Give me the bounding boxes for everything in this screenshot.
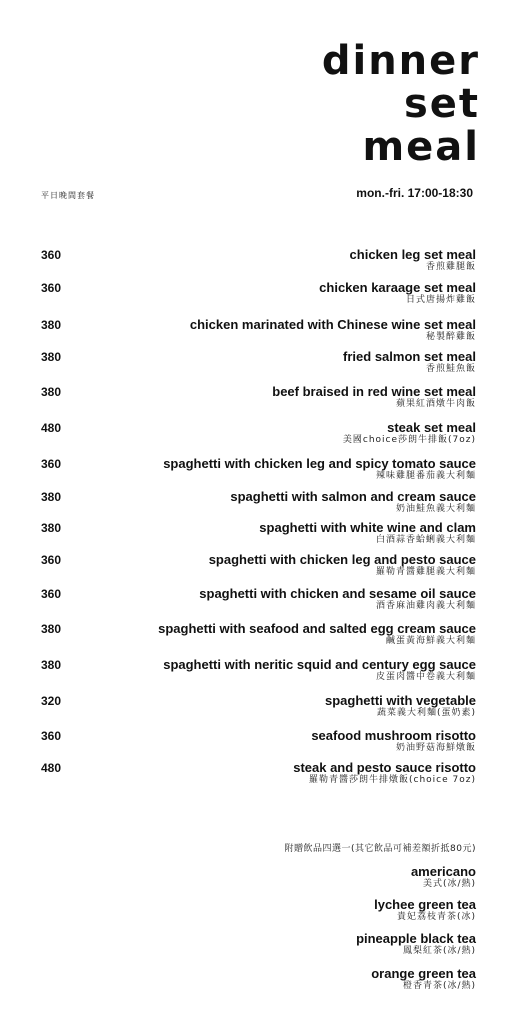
menu-item-name-zh: 日式唐揚炸雞飯 (405, 295, 476, 305)
menu-item-price: 360 (41, 281, 62, 295)
menu-item-price: 380 (41, 658, 62, 672)
menu-item-name-zh: 白酒蒜香蛤蜊義大利麵 (375, 535, 476, 545)
drink-item (411, 865, 476, 890)
menu-item-price: 480 (41, 761, 62, 775)
subtitle-zh: 平日晚間套餐 (41, 191, 95, 200)
menu-item-price: 360 (41, 587, 62, 601)
menu-item-name (319, 281, 476, 306)
menu-item-name-zh: 羅勒青醬莎朗牛排燉飯(choice 7oz) (309, 775, 476, 785)
menu-item-name-en: spaghetti with chicken leg and spicy tomato sauce (163, 456, 476, 471)
menu-item-name-zh: 羅勒青醬雞腿義大利麵 (375, 567, 476, 577)
menu-item-price: 380 (41, 490, 62, 504)
menu-item-price: 320 (41, 694, 62, 708)
menu-item-name-en: seafood mushroom risotto (311, 728, 476, 743)
menu-item-name-en: chicken marinated with Chinese wine set meal (189, 317, 476, 332)
menu-item-name (272, 385, 476, 410)
menu-item-price: 380 (41, 622, 62, 636)
menu-item-name-zh: 蘋果紅酒燉牛肉飯 (395, 399, 476, 409)
menu-item-price: 360 (41, 553, 62, 567)
menu-item-name (311, 729, 476, 754)
menu-item-name (199, 587, 476, 612)
menu-item-price: 360 (41, 248, 62, 262)
menu-item-name (325, 694, 476, 719)
menu-item-name-en: spaghetti with white wine and clam (259, 520, 476, 535)
menu-item-price: 380 (41, 318, 62, 332)
drink-name-zh: 橙香青茶(冰/熱) (402, 981, 476, 991)
menu-item-name-zh: 奶油野菇海鮮燉飯 (395, 743, 476, 753)
title-line: dinner (321, 38, 480, 84)
menu-item-name (343, 350, 476, 375)
menu-item-price: 380 (41, 521, 62, 535)
drink-name-en: pineapple black tea (356, 931, 476, 946)
drink-name-zh: 美式(冰/熱) (422, 879, 476, 889)
menu-item-name-en: spaghetti with neritic squid and century egg sauce (163, 657, 476, 672)
menu-item-name-en: chicken karaage set meal (319, 280, 476, 295)
menu-item-name-zh: 皮蛋肉醬中卷義大利麵 (375, 672, 476, 682)
menu-item-name (158, 622, 476, 647)
menu-item-name-zh: 酒香麻油雞肉義大利麵 (375, 601, 476, 611)
menu-item-name (259, 521, 476, 546)
menu-item-name-en: spaghetti with vegetable (325, 693, 476, 708)
menu-item-name-en: spaghetti with salmon and cream sauce (230, 489, 476, 504)
menu-item-name-en: beef braised in red wine set meal (272, 384, 476, 399)
drink-name-en: orange green tea (371, 966, 476, 981)
menu-item-name-zh: 香煎雞腿飯 (425, 262, 476, 272)
menu-item-name-en: fried salmon set meal (343, 349, 476, 364)
drink-name-zh: 貴妃荔枝青茶(冰) (396, 912, 476, 922)
title-line: meal (362, 124, 480, 170)
drink-name-zh: 鳳梨紅茶(冰/熱) (402, 946, 476, 956)
menu-item-name-en: chicken leg set meal (349, 247, 476, 262)
page-title (322, 40, 480, 169)
menu-item-name (163, 658, 476, 683)
title-line: set (403, 81, 480, 127)
menu-item-price: 380 (41, 350, 62, 364)
menu-item-name (293, 761, 476, 786)
menu-item-name-en: steak and pesto sauce risotto (293, 760, 476, 775)
menu-item-name (350, 248, 476, 273)
menu-item-name (209, 553, 476, 578)
menu-item-name-en: spaghetti with chicken and sesame oil sauce (199, 586, 476, 601)
menu-item-price: 360 (41, 729, 62, 743)
drink-name-en: lychee green tea (374, 897, 476, 912)
drink-item (356, 932, 476, 957)
menu-item-name (343, 421, 476, 446)
menu-item-name-en: spaghetti with chicken leg and pesto sauce (208, 552, 476, 567)
menu-item-name-en: steak set meal (387, 420, 476, 435)
service-hours: mon.-fri. 17:00-18:30 (356, 186, 473, 200)
menu-item-name-zh: 奶油鮭魚義大利麵 (395, 504, 476, 514)
menu-item-name-zh: 美國choice莎朗牛排飯(7oz) (342, 435, 476, 445)
menu-item-name-zh: 香煎鮭魚飯 (425, 364, 476, 374)
menu-item-name-zh: 秘製醉雞飯 (425, 332, 476, 342)
menu-item-name-en: spaghetti with seafood and salted egg cream sauce (158, 621, 476, 636)
menu-item-price: 480 (41, 421, 62, 435)
menu-item-name-zh: 鹹蛋黃海鮮義大利麵 (385, 636, 476, 646)
menu-item-price: 380 (41, 385, 62, 399)
menu-item-name (163, 457, 476, 482)
drink-item (374, 898, 476, 923)
menu-item-name-zh: 蔬菜義大利麵(蛋奶素) (376, 708, 476, 718)
drink-name-en: americano (410, 864, 476, 879)
menu-item-name-zh: 辣味雞腿番茄義大利麵 (375, 471, 476, 481)
menu-item-name (190, 318, 476, 343)
menu-item-price: 360 (41, 457, 62, 471)
drinks-note: 附贈飲品四選一(其它飲品可補差額折抵80元) (284, 844, 476, 854)
drink-item (371, 967, 476, 992)
menu-item-name (230, 490, 476, 515)
